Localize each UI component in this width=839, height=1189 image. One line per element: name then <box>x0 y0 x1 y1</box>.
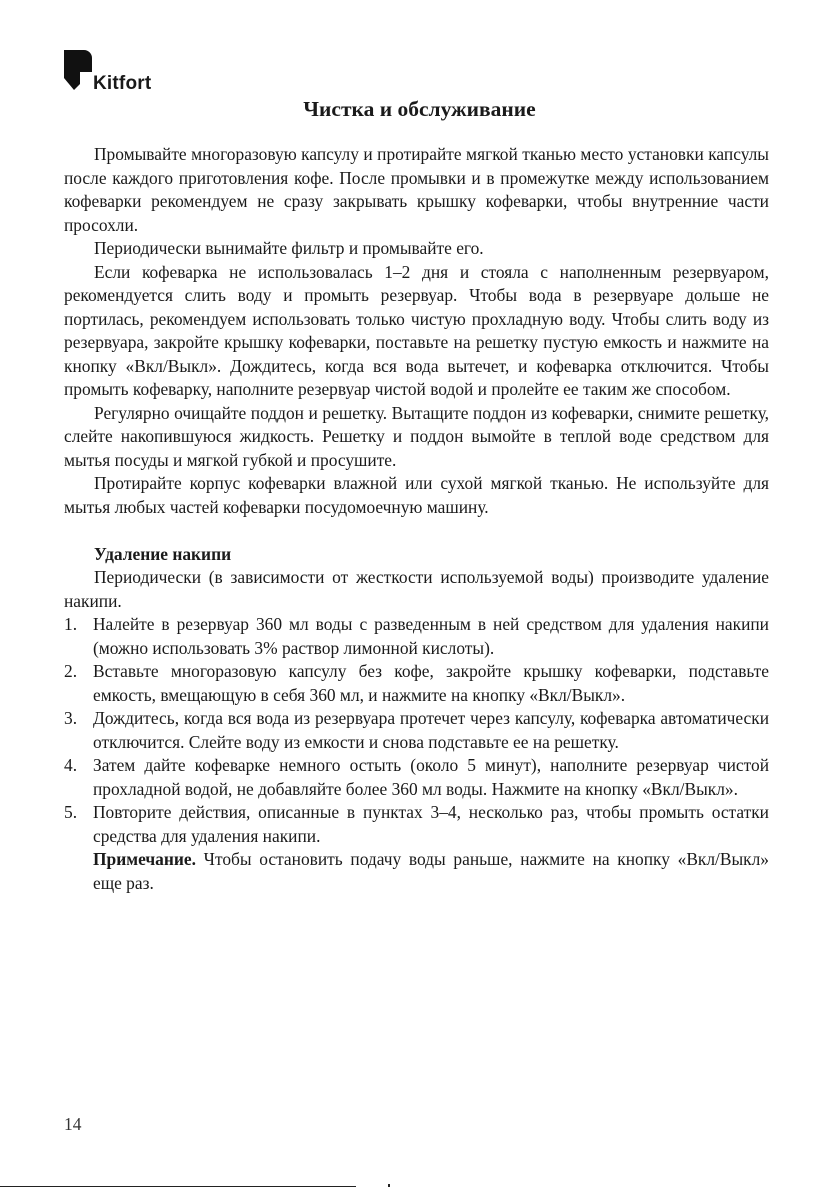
main-content <box>64 143 769 895</box>
step-number: 2. <box>64 661 78 681</box>
step-number: 4. <box>64 755 78 775</box>
step-text: Затем дайте кофеварке немного остыть (около 5 минут), наполните резервуар чистой прохладной водой, не добавляйте более 360 мл воды. Нажмите на кнопку «Вкл/Выкл». <box>93 755 769 799</box>
kitfort-logo-icon <box>64 50 92 90</box>
note <box>93 848 769 895</box>
footer-divider <box>0 1186 356 1187</box>
step-text: Вставьте многоразовую капсулу без кофе, закройте крышку кофеварки, подставьте емкость, вмещающую в себя 360 мл, и нажмите на кнопку «Вкл/Выкл». <box>93 661 769 705</box>
list-item <box>64 613 769 660</box>
paragraph: Промывайте многоразовую капсулу и протирайте мягкой тканью место установки капсулы после каждого приготовления кофе. После промывки и в промежутке между использованием кофеварки рекомендуем не сразу закрывать крышку кофеварки, чтобы внутренние части просохли. <box>64 144 769 235</box>
step-text: Дождитесь, когда вся вода из резервуара протечет через капсулу, кофеварка автоматически отключится. Слейте воду из емкости и снова подставьте ее на решетку. <box>93 708 769 752</box>
note-text: Чтобы остановить подачу воды раньше, нажмите на кнопку «Вкл/Выкл» еще раз. <box>93 849 769 893</box>
footer-mark <box>388 1184 390 1187</box>
section-heading: Удаление накипи <box>94 543 232 564</box>
list-item <box>64 754 769 801</box>
step-number: 3. <box>64 708 78 728</box>
step-text: Повторите действия, описанные в пунктах 3–4, несколько раз, чтобы промыть остатки средства для удаления накипи. <box>93 802 769 846</box>
brand-name: Kitfort <box>93 73 152 94</box>
note-label: Примечание. <box>93 849 196 869</box>
list-item <box>64 707 769 754</box>
paragraph: Если кофеварка не использовалась 1–2 дня и стояла с наполненным резервуаром, рекомендуется слить воду и промыть резервуар. Чтобы вода в резервуаре дольше не портилась, рекомендуем использовать только чистую прохладную воду. Чтобы слить воду из резервуара, закройте крышку кофеварки, поставьте на решетку пустую емкость и нажмите на кнопку «Вкл/Выкл». Дождитесь, когда вся вода вытечет, и кофеварка отключится. Чтобы промыть кофеварку, наполните резервуар чистой водой и пролейте ее таким же способом. <box>64 261 769 399</box>
paragraph: Протирайте корпус кофеварки влажной или сухой мягкой тканью. Не используйте для мытья любых частей кофеварки посудомоечную машину. <box>64 473 769 517</box>
step-number: 1. <box>64 614 78 634</box>
list-item <box>64 660 769 707</box>
step-text: Налейте в резервуар 360 мл воды с разведенным в ней средством для удаления накипи (можно использовать 3% раствор лимонной кислоты). <box>93 614 769 658</box>
page-title: Чистка и обслуживание <box>303 97 536 121</box>
steps-list <box>64 613 769 848</box>
paragraph: Регулярно очищайте поддон и решетку. Вытащите поддон из кофеварки, снимите решетку, слейте накопившуюся жидкость. Решетку и поддон вымойте в теплой воде средством для мытья посуды и мягкой губкой и просушите. <box>64 402 769 470</box>
step-number: 5. <box>64 802 78 822</box>
list-item <box>64 801 769 848</box>
section-intro: Периодически (в зависимости от жесткости используемой воды) производите удаление накипи. <box>64 567 769 611</box>
page-number: 14 <box>64 1114 82 1134</box>
paragraph: Периодически вынимайте фильтр и промывайте его. <box>94 238 484 258</box>
